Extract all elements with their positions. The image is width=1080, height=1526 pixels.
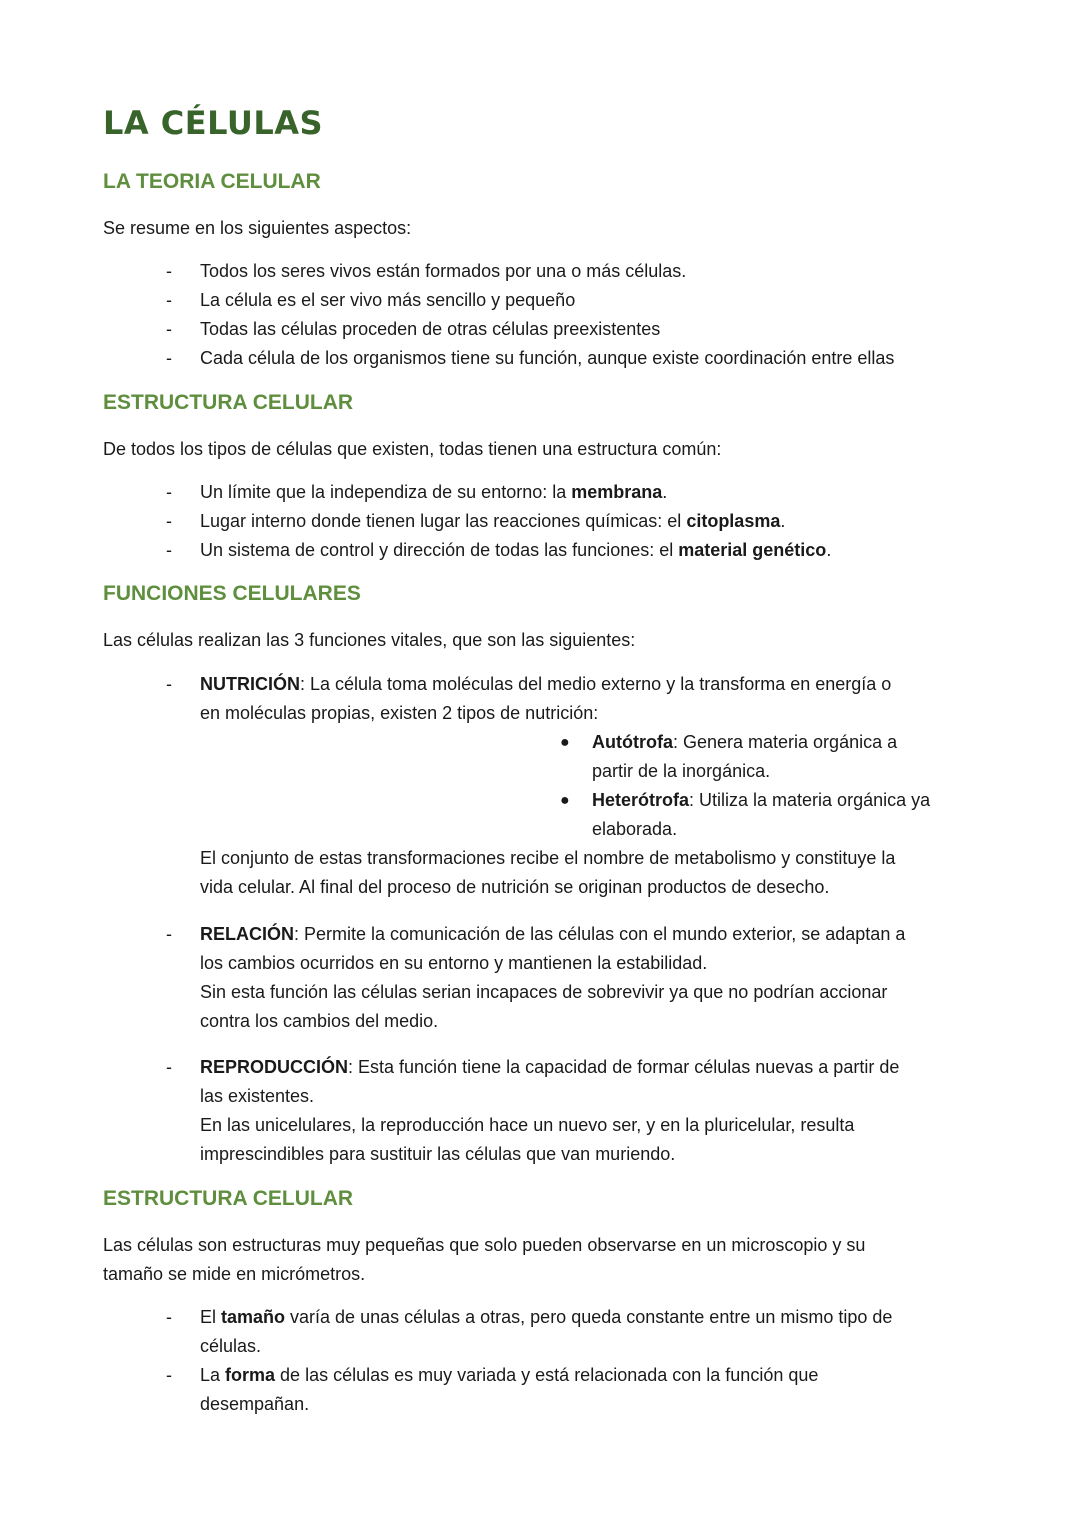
list-item: Todas las células proceden de otras células preexistentes bbox=[200, 319, 661, 339]
section-heading-teoria: LA TEORIA CELULAR bbox=[103, 170, 321, 193]
list-dash: - bbox=[166, 1307, 172, 1327]
reproduccion-line: las existentes. bbox=[200, 1086, 315, 1106]
bold-term: citoplasma bbox=[686, 511, 781, 531]
section-heading-estructura-2: ESTRUCTURA CELULAR bbox=[103, 1187, 354, 1210]
document-title: LA CÉLULAS bbox=[103, 104, 324, 142]
list-item: La forma de las células es muy variada y está relacionada con la función que bbox=[200, 1365, 819, 1385]
section-intro: De todos los tipos de células que existen, todas tienen una estructura común: bbox=[103, 439, 722, 459]
sub-list-item: elaborada. bbox=[592, 819, 678, 839]
sub-list-item: Autótrofa: Genera materia orgánica a bbox=[592, 732, 898, 752]
list-dash: - bbox=[166, 511, 172, 531]
list-dash: - bbox=[166, 540, 172, 560]
nutricion-line: El conjunto de estas transformaciones recibe el nombre de metabolismo y constituye la bbox=[200, 848, 896, 868]
nutricion-line: vida celular. Al final del proceso de nutrición se originan productos de desecho. bbox=[200, 877, 830, 897]
list-item: Un límite que la independiza de su entorno: la membrana. bbox=[200, 482, 668, 502]
sub-list-item: partir de la inorgánica. bbox=[592, 761, 771, 781]
bold-term: Autótrofa bbox=[592, 732, 673, 752]
reproduccion-line: En las unicelulares, la reproducción hace un nuevo ser, y en la pluricelular, resulta bbox=[200, 1115, 855, 1135]
bold-term: Heterótrofa bbox=[592, 790, 690, 810]
list-dash: - bbox=[166, 1057, 172, 1077]
bold-term: material genético bbox=[678, 540, 827, 560]
list-dash: - bbox=[166, 924, 172, 944]
section-intro: Las células son estructuras muy pequeñas que solo pueden observarse en un microscopio y su bbox=[103, 1235, 866, 1255]
sub-bullet: ● bbox=[560, 734, 570, 751]
list-item: Lugar interno donde tienen lugar las reacciones químicas: el citoplasma. bbox=[200, 511, 786, 531]
section-heading-estructura: ESTRUCTURA CELULAR bbox=[103, 391, 354, 414]
reproduccion-line: REPRODUCCIÓN: Esta función tiene la capacidad de formar células nuevas a partir de bbox=[200, 1057, 900, 1077]
relacion-line: los cambios ocurridos en su entorno y mantienen la estabilidad. bbox=[200, 953, 708, 973]
list-item: Todos los seres vivos están formados por una o más células. bbox=[200, 261, 687, 281]
bold-term: tamaño bbox=[221, 1307, 286, 1327]
sub-bullet: ● bbox=[560, 792, 570, 809]
bold-term: membrana bbox=[571, 482, 663, 502]
section-intro: Las células realizan las 3 funciones vitales, que son las siguientes: bbox=[103, 630, 636, 650]
list-dash: - bbox=[166, 261, 172, 281]
list-dash: - bbox=[166, 674, 172, 694]
list-item: La célula es el ser vivo más sencillo y pequeño bbox=[200, 290, 576, 310]
list-item: El tamaño varía de unas células a otras, pero queda constante entre un mismo tipo de bbox=[200, 1307, 893, 1327]
list-dash: - bbox=[166, 290, 172, 310]
list-dash: - bbox=[166, 319, 172, 339]
list-dash: - bbox=[166, 1365, 172, 1385]
bold-term: forma bbox=[225, 1365, 276, 1385]
bold-term: NUTRICIÓN bbox=[200, 674, 300, 694]
relacion-line: RELACIÓN: Permite la comunicación de las células con el mundo exterior, se adaptan a bbox=[200, 924, 906, 944]
section-heading-funciones: FUNCIONES CELULARES bbox=[103, 582, 361, 605]
list-dash: - bbox=[166, 482, 172, 502]
list-item: desempañan. bbox=[200, 1394, 310, 1414]
list-dash: - bbox=[166, 348, 172, 368]
reproduccion-line: imprescindibles para sustituir las células que van muriendo. bbox=[200, 1144, 676, 1164]
list-item: Cada célula de los organismos tiene su función, aunque existe coordinación entre ellas bbox=[200, 348, 895, 368]
bold-term: REPRODUCCIÓN bbox=[200, 1057, 349, 1077]
list-item: Un sistema de control y dirección de todas las funciones: el material genético. bbox=[200, 540, 832, 560]
section-intro: tamaño se mide en micrómetros. bbox=[103, 1264, 366, 1284]
relacion-line: contra los cambios del medio. bbox=[200, 1011, 439, 1031]
nutricion-line: NUTRICIÓN: La célula toma moléculas del medio externo y la transforma en energía o bbox=[200, 674, 892, 694]
relacion-line: Sin esta función las células serian incapaces de sobrevivir ya que no podrían accionar bbox=[200, 982, 888, 1002]
sub-list-item: Heterótrofa: Utiliza la materia orgánica ya bbox=[592, 790, 931, 810]
section-intro: Se resume en los siguientes aspectos: bbox=[103, 218, 412, 238]
list-item: células. bbox=[200, 1336, 262, 1356]
bold-term: RELACIÓN bbox=[200, 924, 294, 944]
nutricion-line: en moléculas propias, existen 2 tipos de nutrición: bbox=[200, 703, 599, 723]
